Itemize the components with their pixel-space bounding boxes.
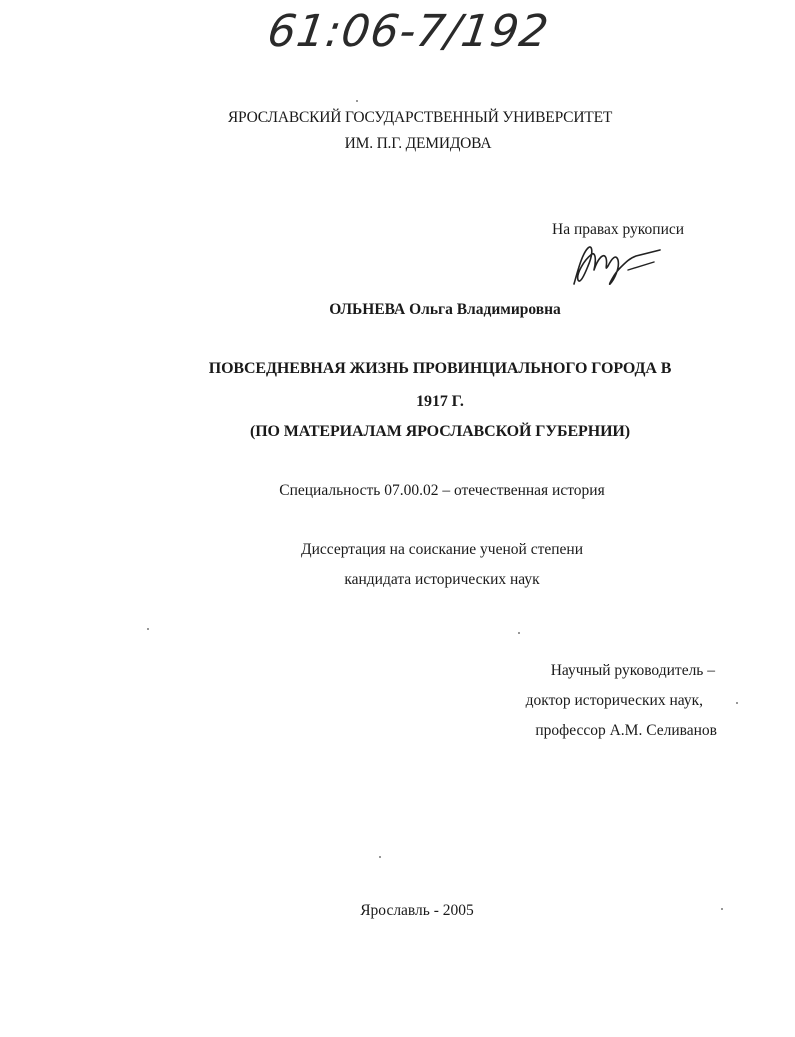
thesis-title-line: ПОВСЕДНЕВНАЯ ЖИЗНЬ ПРОВИНЦИАЛЬНОГО ГОРОДА В: [208, 360, 672, 377]
scan-speck: [721, 908, 723, 910]
university-subtitle: ИМ. П.Г. ДЕМИДОВА: [344, 135, 492, 152]
scan-speck: [147, 628, 149, 630]
manuscript-note: На правах рукописи: [552, 221, 685, 238]
supervisor-role: Научный руководитель –: [550, 662, 715, 679]
city-year: Ярославль - 2005: [360, 902, 474, 919]
author-name: ОЛЬНЕВА Ольга Владимировна: [329, 301, 561, 318]
scan-speck: [736, 702, 738, 704]
specialty-line: Специальность 07.00.02 – отечественная история: [279, 482, 605, 499]
supervisor-degree: доктор исторических наук,: [525, 692, 703, 709]
scan-speck: [518, 632, 520, 634]
dissertation-degree-line: Диссертация на соискание ученой степени: [301, 541, 583, 558]
scan-speck: [379, 856, 381, 858]
signature-icon: [568, 240, 668, 290]
thesis-title-line: (ПО МАТЕРИАЛАМ ЯРОСЛАВСКОЙ ГУБЕРНИИ): [249, 423, 630, 440]
scan-speck: [356, 100, 358, 102]
thesis-title-line: 1917 Г.: [416, 393, 464, 410]
handwritten-stamp: 61:06-7/192: [264, 6, 553, 57]
supervisor-name: профессор А.М. Селиванов: [535, 722, 717, 739]
dissertation-degree-line: кандидата исторических наук: [344, 571, 540, 588]
university-name: ЯРОСЛАВСКИЙ ГОСУДАРСТВЕННЫЙ УНИВЕРСИТЕТ: [227, 109, 613, 126]
